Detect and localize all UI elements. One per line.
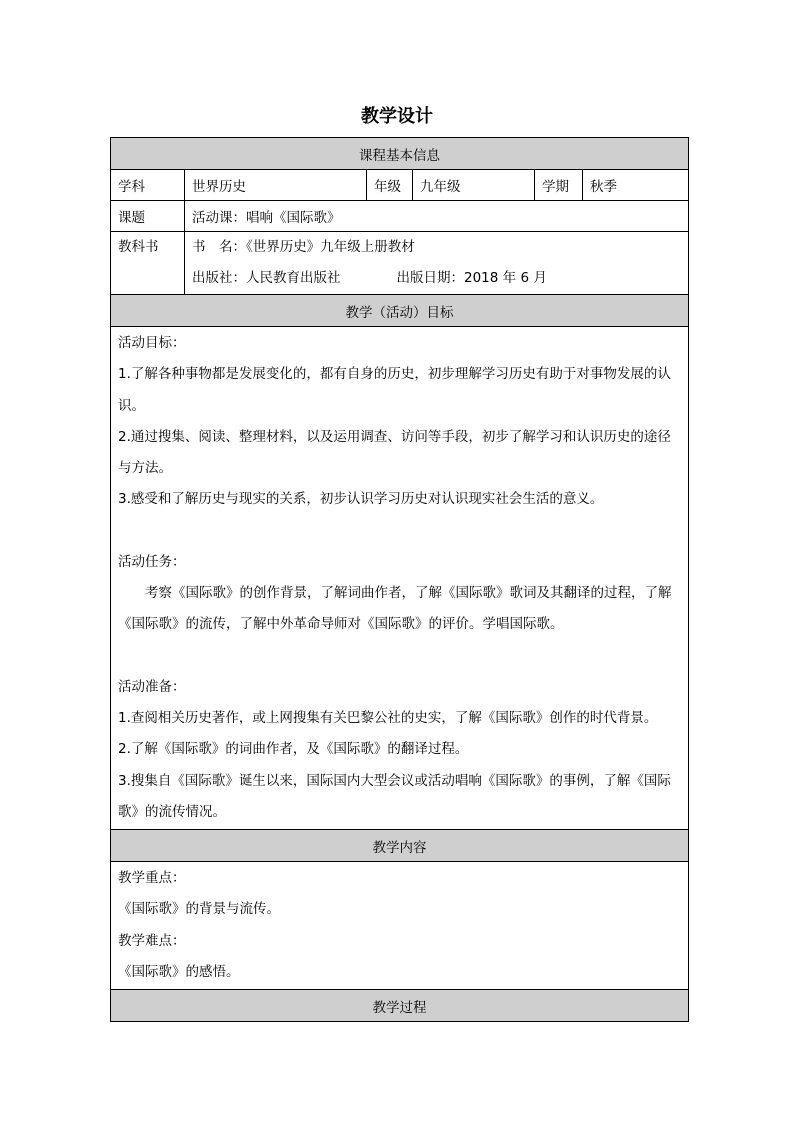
objective-item: 2.通过搜集、阅读、整理材料，以及运用调查、访问等手段，初步了解学习和认识历史的途径与方法。 [118,428,671,477]
textbook-info [185,232,689,295]
term-value: 秋季 [583,170,689,201]
prep-item: 3.搜集自《国际歌》诞生以来，国际国内大型会议或活动唱响《国际歌》的事例，了解《国际歌》的流传情况。 [118,772,671,820]
grade-label: 年级 [367,170,413,201]
subject-value: 世界历史 [185,170,367,201]
textbook-label-text: 教科书 [118,239,159,255]
objectives-title: 活动目标： [118,335,186,351]
subject-label: 学科 [111,170,185,201]
goals-body [111,327,689,830]
difficulty-text: 《国际歌》的感悟。 [118,964,240,981]
content-body [111,862,689,990]
basic-info-header: 课程基本信息 [111,138,689,170]
publisher: 出版社：人民教育出版社 [192,270,341,286]
key-point-text: 《国际歌》的背景与流传。 [118,901,280,918]
term-label: 学期 [535,170,583,201]
prep-title: 活动准备： [118,678,186,695]
topic-value: 活动课：唱响《国际歌》 [185,201,689,232]
textbook-label [111,232,185,295]
topic-label: 课题 [111,201,185,232]
task-text: 考察《国际歌》的创作背景，了解词曲作者，了解《国际歌》歌词及其翻译的过程，了解《国际歌》的流传，了解中外革命导师对《国际歌》的评价。学唱国际歌。 [118,585,672,633]
publication-date: 出版日期：2018 年 6 月 [396,270,547,286]
grade-value: 九年级 [413,170,535,201]
prep-item: 1.查阅相关历史著作，或上网搜集有关巴黎公社的史实，了解《国际歌》创作的时代背景。 [118,709,658,726]
prep-item: 2.了解《国际歌》的词曲作者，及《国际歌》的翻译过程。 [118,741,469,758]
document-title: 教学设计 [361,106,433,127]
task-title: 活动任务： [118,553,186,570]
objective-item: 1.了解各种事物都是发展变化的，都有自身的历史，初步理解学习历史有助于对事物发展的认识。 [118,366,671,414]
process-header: 教学过程 [111,990,689,1022]
key-point-title: 教学重点： [118,870,186,887]
book-name: 书 名：《世界历史》九年级上册教材 [192,239,415,255]
objective-item: 3.感受和了解历史与现实的关系，初步认识学习历史对认识现实社会生活的意义。 [118,491,604,508]
difficulty-title: 教学难点： [118,932,186,949]
content-header: 教学内容 [111,830,689,862]
goals-header: 教学（活动）目标 [111,295,689,327]
lesson-plan-table [110,137,689,1022]
publisher-line [192,263,681,294]
